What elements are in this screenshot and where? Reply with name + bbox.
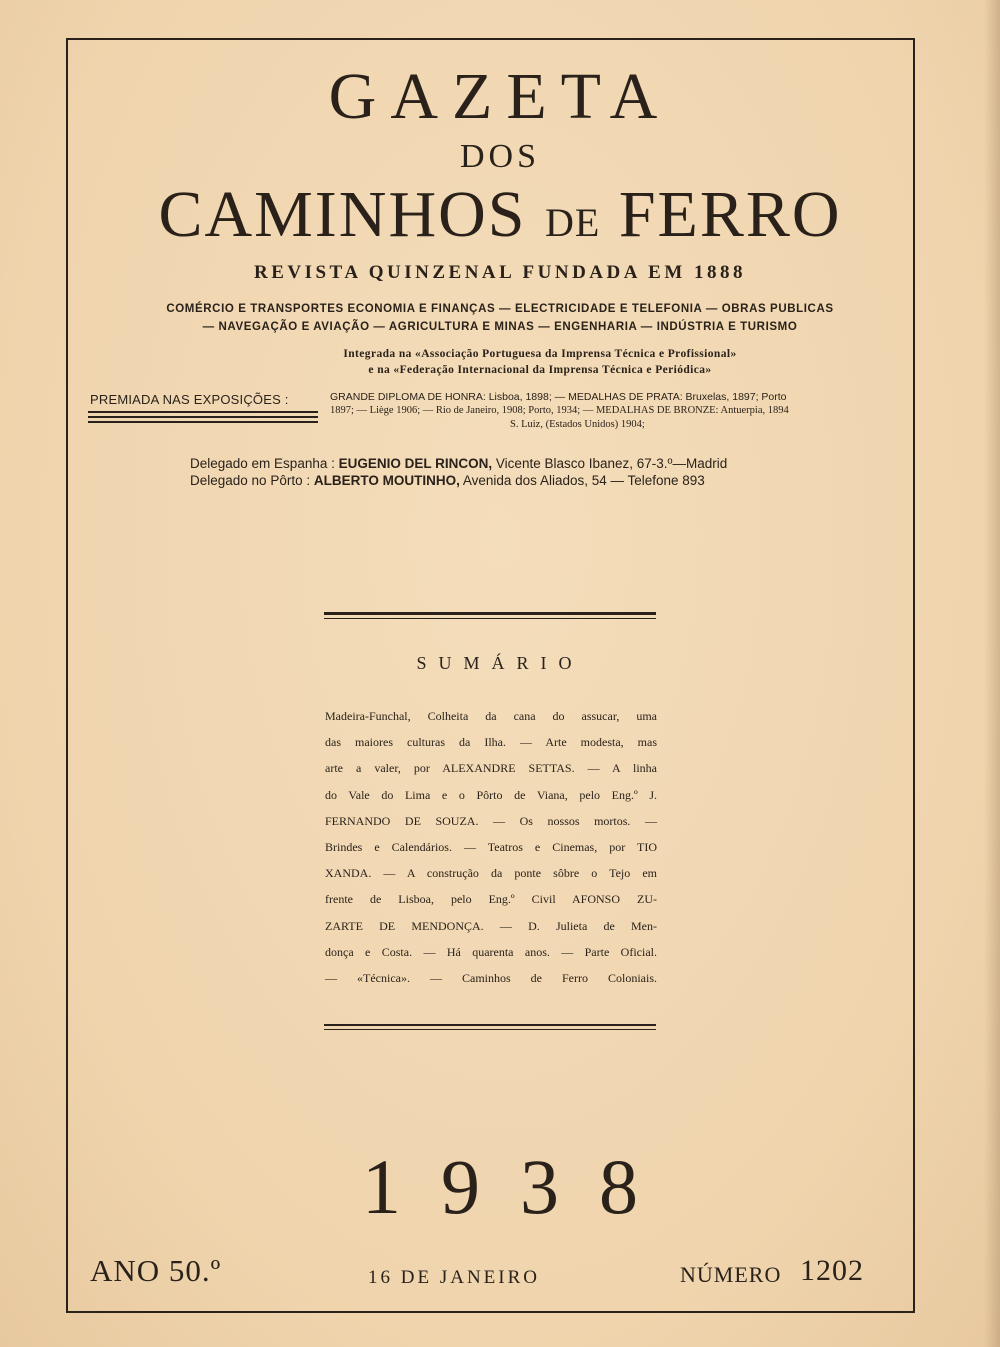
summary-line: XANDA. — A construção da ponte sôbre o Tejo em xyxy=(325,866,657,881)
delegate-porto-address: Avenida dos Aliados, 54 — Telefone 893 xyxy=(462,473,705,488)
masthead-dos: DOS xyxy=(459,138,541,175)
integrada-line-1: Integrada na «Associação Portuguesa da Imprensa Técnica e Profissional» xyxy=(343,348,737,360)
summary-line: ZARTE DE MENDONÇA. — D. Julieta de Men- xyxy=(325,918,657,933)
delegate-porto-name: ALBERTO MOUTINHO, xyxy=(313,473,460,488)
summary-line: arte a valer, por ALEXANDRE SETTAS. — A linha xyxy=(325,761,657,776)
awards-line-1: GRANDE DIPLOMA DE HONRA: Lisboa, 1898; — MEDALHAS DE PRATA: Bruxelas, 1897; Porto xyxy=(330,391,787,403)
delegate-porto-prefix: Delegado no Pôrto : xyxy=(190,473,311,488)
awards-line-2: 1897; — Liège 1906; — Rio de Janeiro, 1908; Porto, 1934; — MEDALHAS DE BRONZE: Antuerpia, 1894 xyxy=(330,405,789,416)
summary-heading: SUMÁRIO xyxy=(416,653,584,673)
summary-line: — «Técnica». — Caminhos de Ferro Coloniais. xyxy=(325,971,657,986)
topics-line-1: COMÉRCIO E TRANSPORTES ECONOMIA E FINANÇAS — ELECTRICIDADE E TELEFONIA — OBRAS PUBLICAS xyxy=(166,303,834,315)
delegate-spain-address: Vicente Blasco Ibanez, 67-3.º—Madrid xyxy=(495,456,728,471)
issue-date: 16 DE JANEIRO xyxy=(368,1267,540,1288)
summary-line: donça e Costa. — Há quarenta anos. — Parte Oficial. xyxy=(325,944,657,959)
topics-line-2: — NAVEGAÇÃO E AVIAÇÃO — AGRICULTURA E MINAS — ENGENHARIA — INDÚSTRIA E TURISMO xyxy=(202,321,798,333)
summary-bottom-rule xyxy=(324,1024,656,1026)
summary-line: frente de Lisboa, pelo Eng.º Civil AFONSO ZU- xyxy=(325,892,657,907)
summary-text xyxy=(325,703,657,991)
summary-top-rule xyxy=(324,612,656,615)
issue-year: 1938 xyxy=(362,1143,678,1230)
delegate-porto xyxy=(190,472,705,489)
summary-bottom-rule-thin xyxy=(324,1029,656,1030)
summary-line: Brindes e Calendários. — Teatros e Cinemas, por TIO xyxy=(325,840,657,855)
masthead-caminhos: CAMINHOS xyxy=(158,178,527,251)
issue-number-value: 1202 xyxy=(800,1254,864,1287)
issue-number-label: NÚMERO xyxy=(680,1262,782,1287)
delegate-spain-prefix: Delegado em Espanha : xyxy=(190,456,335,471)
masthead-subtitle: REVISTA QUINZENAL FUNDADA EM 1888 xyxy=(253,262,747,283)
masthead-caminhos-de-ferro xyxy=(0,177,1000,261)
awards-label-underline xyxy=(88,411,318,426)
summary-line: Madeira-Funchal, Colheita da cana do assucar, uma xyxy=(325,709,657,723)
masthead-de: DE xyxy=(544,200,601,245)
delegate-spain xyxy=(190,455,727,472)
awards-list xyxy=(330,390,895,432)
masthead-title: GAZETA xyxy=(328,60,672,133)
delegate-spain-name: EUGENIO DEL RINCON, xyxy=(338,456,493,471)
summary-line: do Vale do Lima e o Pôrto de Viana, pelo Eng.º J. xyxy=(325,787,657,802)
issue-volume: ANO 50.º xyxy=(90,1253,222,1288)
summary-line: FERNANDO DE SOUZA. — Os nossos mortos. — xyxy=(325,813,657,828)
summary-line: das maiores culturas da Ilha. — Arte modesta, mas xyxy=(325,735,657,750)
awards-line-3: S. Luiz, (Estados Unidos) 1904; xyxy=(510,419,645,430)
integrada-line-2: e na «Federação Internacional da Imprensa Técnica e Periódica» xyxy=(368,364,712,376)
summary-top-rule-thin xyxy=(324,618,656,619)
masthead-ferro: FERRO xyxy=(618,178,842,251)
awards-label: PREMIADA NAS EXPOSIÇÕES : xyxy=(90,392,289,407)
